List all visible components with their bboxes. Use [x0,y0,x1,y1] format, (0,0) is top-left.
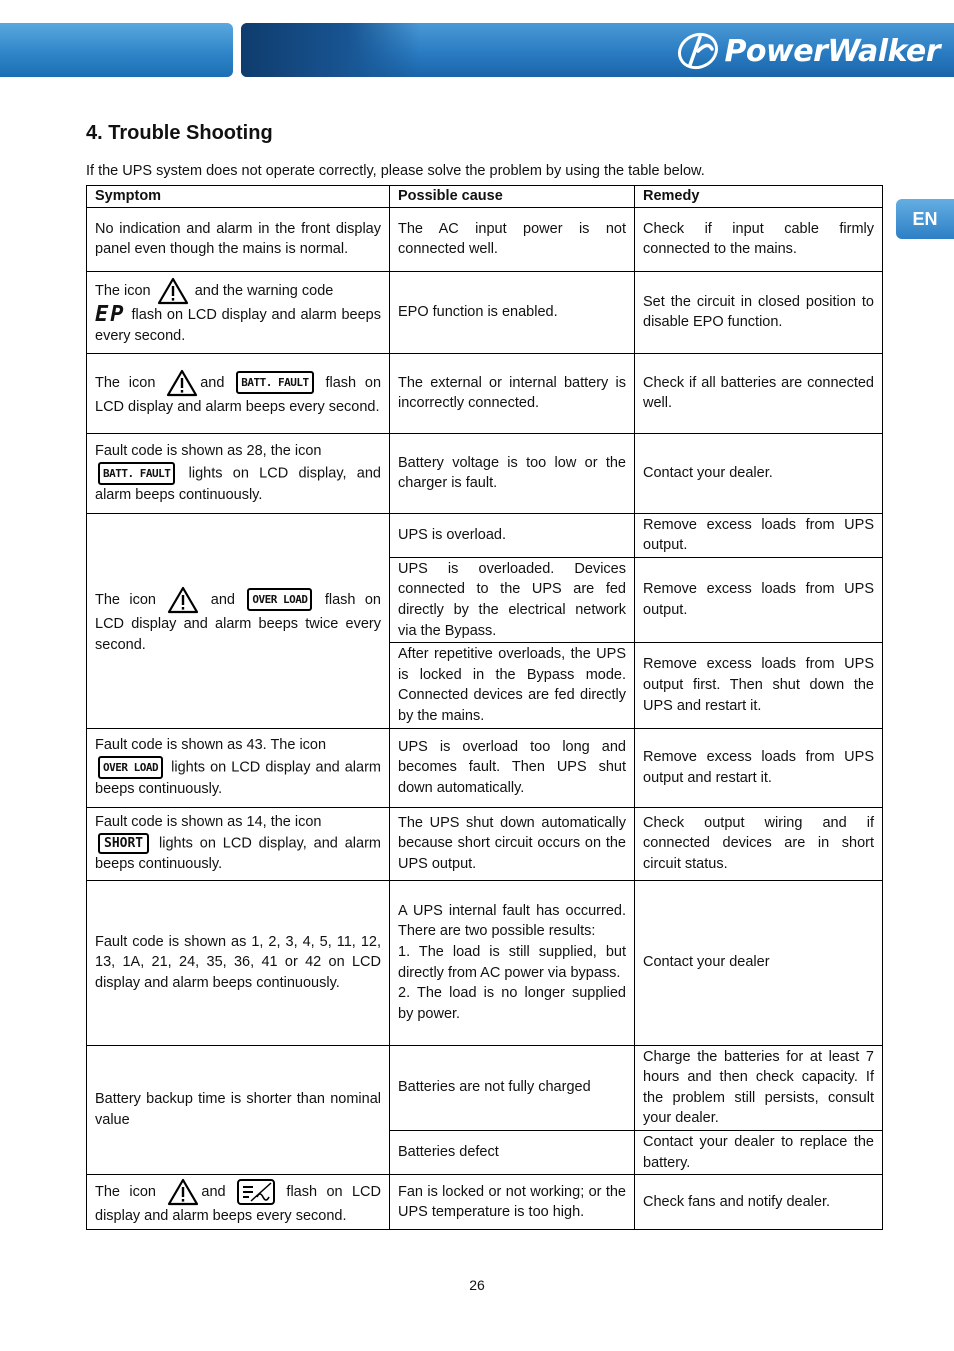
table-row [87,807,883,880]
warning-triangle-icon [167,586,199,614]
symptom-cell [87,433,390,513]
table-row [87,728,883,807]
symptom-text: lights on LCD display, and alarm beeps continuously. [95,464,381,503]
remedy-cell: Check fans and notify dealer. [635,1175,883,1230]
symptom-text: Fault code is shown as 43. The icon [95,737,327,754]
symptom-text: and [201,1183,226,1200]
cause-line: 1. The load is still supplied, but directly from AC power via bypass. [398,943,626,981]
symptom-cell [87,807,390,880]
table-row [87,207,883,271]
symptom-cell: No indication and alarm in the front display panel even though the mains is normal. [87,207,390,271]
remedy-cell: Check if input cable firmly connected to the mains. [635,207,883,271]
symptom-text: flash on LCD display and alarm beeps every second. [95,374,382,415]
over-load-icon: OVER LOAD [247,588,312,611]
cause-line: A UPS internal fault has occurred. There are two possible results: [398,902,626,940]
symptom-text: lights on LCD display, and alarm beeps continuously. [95,835,381,873]
symptom-text: flash on LCD display and alarm beeps twice every second. [95,591,382,653]
remedy-cell: Contact your dealer [635,880,883,1045]
header-band-shade [241,23,421,77]
remedy-cell: Charge the batteries for at least 7 hours and then check capacity. If the problem still persists, consult your dealer. [635,1045,883,1130]
warning-triangle-icon [167,1178,199,1206]
language-tab[interactable]: EN [896,199,954,239]
remedy-cell: Contact your dealer. [635,433,883,513]
table-row [87,353,883,433]
ep-code-icon: EP [95,302,126,328]
header-band-left [0,23,233,77]
cause-cell: The UPS shut down automatically because short circuit occurs on the UPS output. [390,807,635,880]
troubleshooting-table [86,185,883,1230]
section-intro: If the UPS system does not operate correctly, please solve the problem by using the table below. [86,163,705,179]
symptom-cell [87,1175,390,1230]
symptom-text: The icon [95,283,151,300]
remedy-cell: Check if all batteries are connected well. [635,353,883,433]
symptom-text: Fault code is shown as 28, the icon [95,443,322,459]
symptom-text: and the warning code [194,283,334,300]
symptom-text: and [210,591,235,608]
symptom-text: flash on LCD display and alarm beeps every second. [95,1183,381,1224]
batt-fault-icon: BATT. FAULT [236,371,313,394]
symptom-text: The icon [95,591,156,608]
symptom-text: flash on LCD display and alarm beeps every second. [95,307,381,345]
header-symptom: Symptom [87,186,390,208]
remedy-cell: Remove excess loads from UPS output first. Then shut down the UPS and restart it. [635,643,883,728]
remedy-cell: Remove excess loads from UPS output. [635,513,883,557]
symptom-text: The icon [95,374,156,391]
table-row [87,271,883,353]
over-load-icon: OVER LOAD [98,756,163,779]
table-row [87,880,883,1045]
symptom-text: Fault code is shown as 14, the icon [95,814,322,831]
remedy-cell: Remove excess loads from UPS output and restart it. [635,728,883,807]
cause-cell: The AC input power is not connected well. [390,207,635,271]
table-header-row [87,186,883,208]
cause-cell [390,880,635,1045]
header-remedy: Remedy [635,186,883,208]
warning-triangle-icon [157,277,189,305]
remedy-cell: Contact your dealer to replace the battery. [635,1130,883,1174]
cause-line: 2. The load is no longer supplied by power. [398,985,626,1022]
symptom-text: The icon [95,1183,156,1200]
section-title: 4. Trouble Shooting [86,122,273,144]
cause-cell: UPS is overload. [390,513,635,557]
header-cause: Possible cause [390,186,635,208]
table-row [87,513,883,557]
cause-cell: Battery voltage is too low or the charger is fault. [390,433,635,513]
symptom-text: lights on LCD display and alarm beeps continuously. [95,759,382,798]
symptom-cell: Battery backup time is shorter than nominal value [87,1045,390,1175]
symptom-cell [87,728,390,807]
warning-triangle-icon [166,369,198,397]
brand-name: PowerWalker [724,33,940,69]
remedy-cell: Set the circuit in closed position to disable EPO function. [635,271,883,353]
cause-cell: UPS is overload too long and becomes fault. Then UPS shut down automatically. [390,728,635,807]
remedy-cell: Check output wiring and if connected devices are in short circuit status. [635,807,883,880]
short-icon: SHORT [98,833,149,854]
symptom-cell [87,271,390,353]
symptom-cell [87,353,390,433]
remedy-cell: Remove excess loads from UPS output. [635,557,883,642]
cause-cell: EPO function is enabled. [390,271,635,353]
cause-cell: The external or internal battery is incorrectly connected. [390,353,635,433]
symptom-cell [87,513,390,728]
page-number: 26 [469,1277,485,1293]
cause-cell: Fan is locked or not working; or the UPS temperature is too high. [390,1175,635,1230]
symptom-text: and [200,374,225,391]
cause-cell: UPS is overloaded. Devices connected to the UPS are fed directly by the electrical network via the Bypass. [390,557,635,642]
cause-cell: Batteries defect [390,1130,635,1174]
fan-fault-icon [237,1179,275,1205]
cause-cell: After repetitive overloads, the UPS is locked in the Bypass mode. Connected devices are fed directly by the mains. [390,643,635,728]
brand-swirl-icon [676,31,720,71]
table-row [87,1045,883,1130]
batt-fault-icon: BATT. FAULT [98,462,175,485]
symptom-cell: Fault code is shown as 1, 2, 3, 4, 5, 11, 12, 13, 1A, 21, 24, 35, 36, 41 or 42 on LCD display and alarm beeps continuously. [87,880,390,1045]
brand-logo [676,31,940,71]
table-row [87,433,883,513]
cause-cell: Batteries are not fully charged [390,1045,635,1130]
table-row [87,1175,883,1230]
